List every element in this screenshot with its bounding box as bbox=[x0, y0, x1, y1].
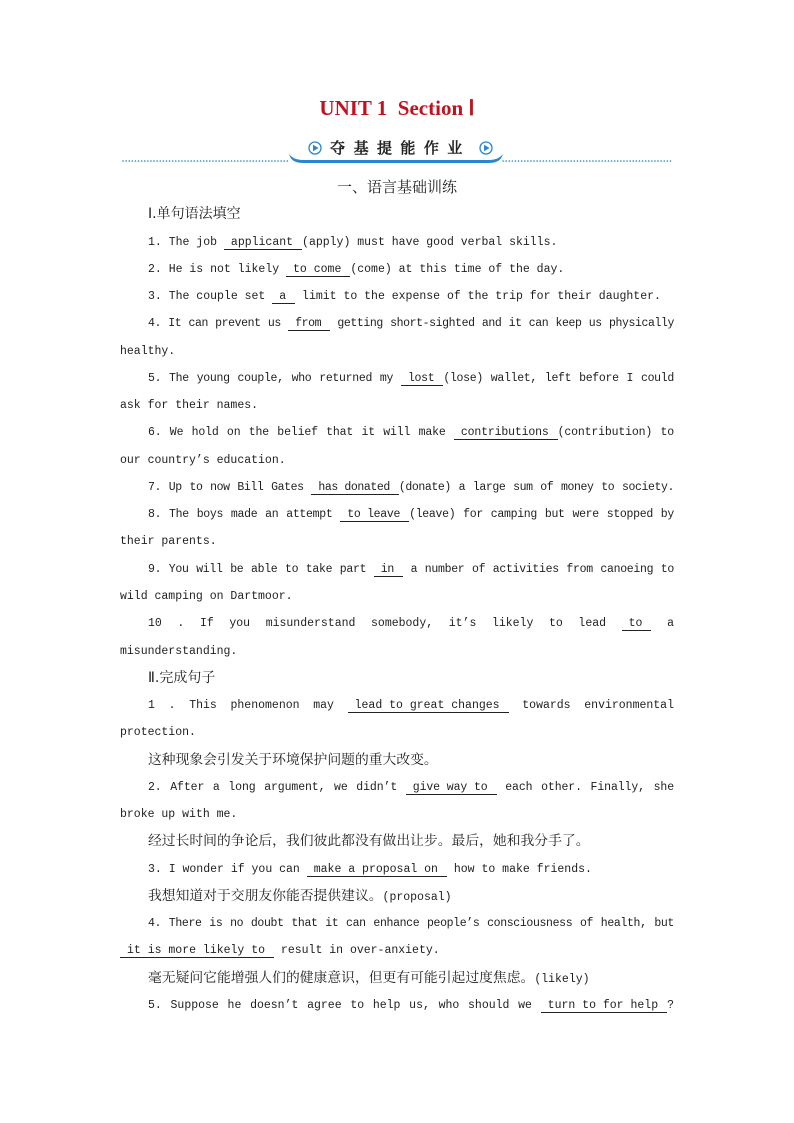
answer-blank: lost bbox=[401, 372, 443, 386]
item-line bbox=[120, 692, 674, 719]
item-text: (come) at this time of the day. bbox=[350, 262, 565, 276]
item-line: 4. There is no doubt that it can enhance people’s consciousness of health, but bbox=[148, 917, 674, 931]
item-continuation: protection. bbox=[120, 726, 196, 740]
answer-blank: has donated bbox=[311, 481, 399, 495]
completion-item-3 bbox=[120, 856, 674, 911]
answer-blank: from bbox=[288, 317, 330, 331]
item-text: result in over-anxiety. bbox=[274, 944, 440, 958]
answer-blank: a bbox=[272, 290, 295, 304]
item-continuation: healthy. bbox=[120, 344, 176, 358]
item-text: getting short-sighted and it can keep us physically bbox=[330, 317, 674, 331]
grammar-item-5 bbox=[120, 365, 674, 420]
item-text: 1. The job bbox=[148, 235, 224, 249]
item-line bbox=[120, 937, 674, 964]
section-grammar-fill bbox=[120, 201, 674, 665]
item-continuation: wild camping on Dartmoor. bbox=[120, 589, 293, 603]
item-line bbox=[120, 501, 674, 528]
item-text: 8. The boys made an attempt bbox=[148, 508, 341, 522]
completion-item-4 bbox=[120, 910, 674, 992]
completion-item-2 bbox=[120, 774, 674, 856]
item-text: towards environmental bbox=[508, 699, 674, 713]
grammar-item-2 bbox=[120, 256, 674, 283]
item-text: 9. You will be able to take part bbox=[148, 562, 374, 576]
item-text: 6. We hold on the belief that it will make bbox=[148, 426, 454, 440]
grammar-item-1 bbox=[120, 229, 674, 256]
answer-blank: to leave bbox=[340, 508, 409, 522]
part-heading: 一、语言基础训练 bbox=[336, 178, 457, 196]
item-continuation: misunderstanding. bbox=[120, 644, 238, 658]
item-text: a bbox=[651, 617, 674, 631]
item-text: 2. He is not likely bbox=[148, 262, 287, 276]
item-text: 1 . This phenomenon may bbox=[148, 699, 348, 713]
answer-blank: applicant bbox=[224, 236, 302, 250]
answer-blank: lead to great changes bbox=[348, 699, 509, 713]
section-banner bbox=[0, 134, 794, 166]
grammar-item-10 bbox=[120, 610, 674, 665]
item-translation-line bbox=[120, 883, 674, 910]
answer-blank: contributions bbox=[454, 426, 558, 440]
page-title: UNIT 1 Section Ⅰ bbox=[319, 96, 475, 120]
item-continuation: their parents. bbox=[120, 535, 217, 549]
item-text: 5. Suppose he doesn’t agree to help us, who should we bbox=[148, 998, 541, 1012]
grammar-item-6 bbox=[120, 419, 674, 474]
grammar-item-3 bbox=[120, 283, 674, 310]
grammar-item-9 bbox=[120, 556, 674, 611]
grammar-item-4 bbox=[120, 310, 674, 365]
answer-blank: make a proposal on bbox=[307, 863, 447, 877]
section-heading: Ⅱ.完成句子 bbox=[148, 669, 216, 686]
item-line bbox=[120, 610, 674, 637]
item-text: 3. The couple set bbox=[148, 290, 273, 304]
item-translation: 经过长时间的争论后，我们彼此都没有做出让步。最后，她和我分手了。 bbox=[148, 833, 590, 850]
answer-blank: to bbox=[622, 617, 652, 631]
section-heading: Ⅰ.单句语法填空 bbox=[148, 206, 241, 223]
answer-blank: it is more likely to bbox=[120, 944, 274, 958]
item-line bbox=[120, 310, 674, 337]
banner-label: 夺 基 提 能 作 业 bbox=[330, 139, 464, 157]
item-text: (apply) must have good verbal skills. bbox=[302, 235, 558, 249]
item-translation-line bbox=[120, 965, 674, 992]
item-text: 4. It can prevent us bbox=[148, 317, 289, 331]
answer-blank: give way to bbox=[406, 781, 497, 795]
item-translation: 这种现象会引发关于环境保护问题的重大改变。 bbox=[148, 751, 438, 768]
item-continuation: broke up with me. bbox=[120, 808, 238, 822]
item-line bbox=[120, 556, 674, 583]
grammar-item-8 bbox=[120, 501, 674, 556]
item-text: 2. After a long argument, we didn’t bbox=[148, 780, 406, 794]
item-text: each other. Finally, she bbox=[496, 780, 675, 794]
item-text: (donate) a large sum of money to society. bbox=[398, 480, 675, 494]
item-text: (contribution) to bbox=[557, 426, 674, 440]
keyword-hint: (likely) bbox=[534, 972, 590, 986]
section-sentence-completion bbox=[120, 665, 674, 1019]
item-text: (lose) wallet, left before I could bbox=[443, 371, 674, 385]
worksheet bbox=[120, 174, 674, 1019]
answer-blank: to come bbox=[286, 263, 350, 277]
item-text: (leave) for camping but were stopped by bbox=[409, 508, 674, 522]
item-text: 5. The young couple, who returned my bbox=[148, 371, 401, 385]
item-line bbox=[120, 365, 674, 392]
item-text: a number of activities from canoeing to bbox=[403, 562, 675, 576]
item-text: limit to the expense of the trip for their daughter. bbox=[295, 290, 661, 304]
item-text: 7. Up to now Bill Gates bbox=[148, 480, 312, 494]
item-text: 3. I wonder if you can bbox=[148, 862, 307, 876]
item-text: ? bbox=[667, 998, 674, 1012]
item-text: how to make friends. bbox=[446, 862, 592, 876]
item-line bbox=[120, 856, 674, 883]
item-text: 10 . If you misunderstand somebody, it’s likely to lead bbox=[148, 617, 622, 631]
item-line bbox=[120, 419, 674, 446]
answer-blank: in bbox=[374, 563, 403, 577]
grammar-item-7 bbox=[120, 474, 674, 501]
item-continuation: ask for their names. bbox=[120, 399, 259, 413]
keyword-hint: (proposal) bbox=[382, 890, 452, 904]
completion-item-1 bbox=[120, 692, 674, 774]
item-translation: 我想知道对于交朋友你能否提供建议。 bbox=[148, 887, 383, 904]
item-continuation: our country’s education. bbox=[120, 453, 286, 467]
completion-item-5 bbox=[120, 992, 674, 1019]
item-translation: 毫无疑问它能增强人们的健康意识，但更有可能引起过度焦虑。 bbox=[148, 969, 535, 986]
answer-blank: turn to for help bbox=[541, 999, 667, 1013]
item-line bbox=[120, 774, 674, 801]
